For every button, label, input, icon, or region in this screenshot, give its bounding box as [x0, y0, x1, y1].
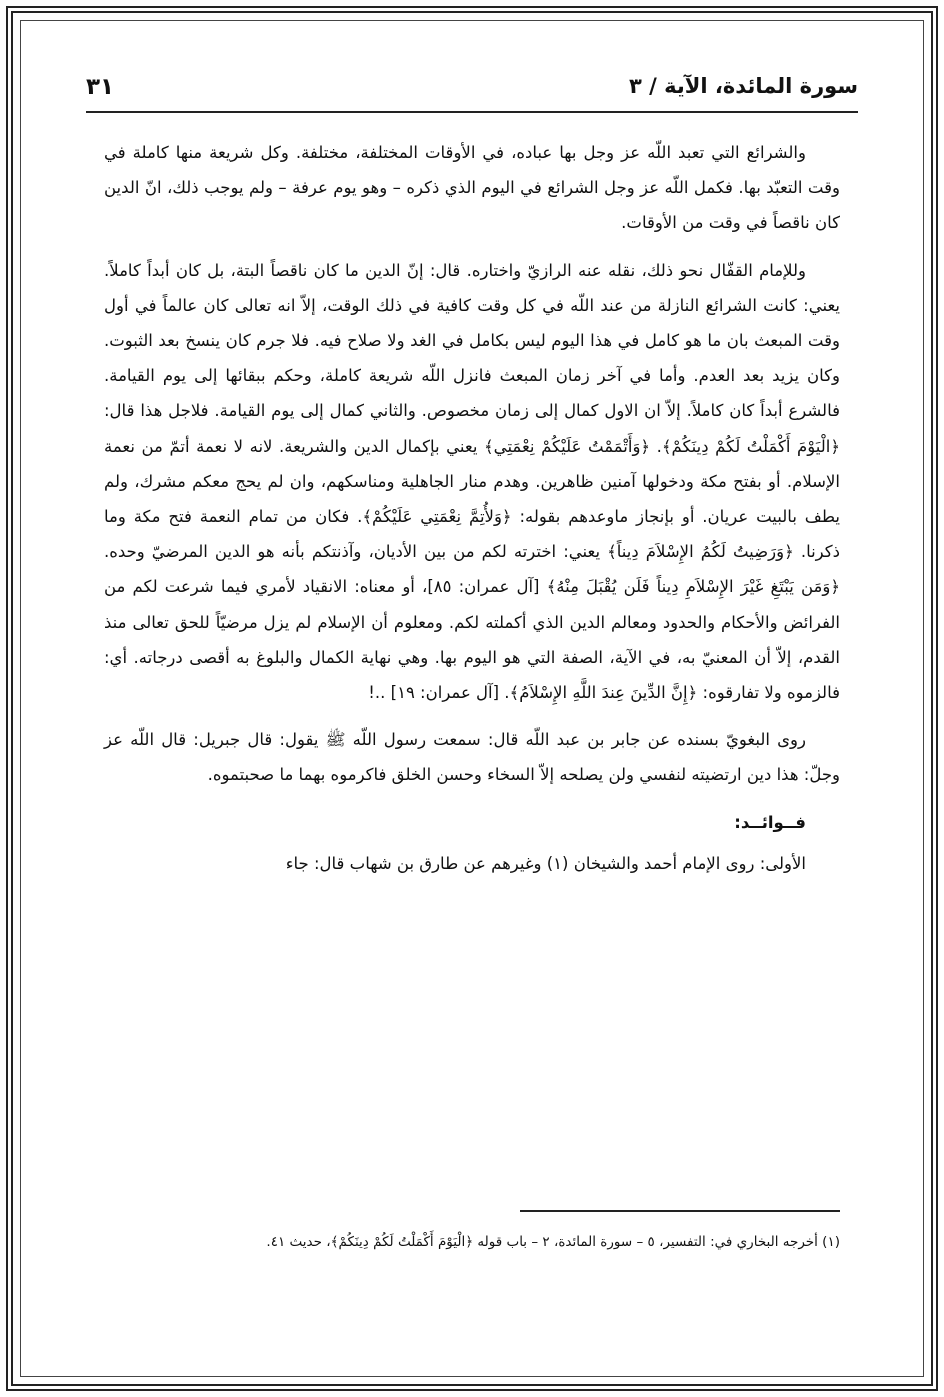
running-title: سورة المائدة، الآية / ٣: [629, 74, 858, 98]
footnote-divider: [520, 1210, 840, 1212]
page-number: ٣١: [86, 74, 115, 100]
main-text: [104, 135, 840, 893]
footnote: (١) أخرجه البخاري في: التفسير، ٥ – سورة المائدة، ٢ – باب قوله ﴿الْيَوْمَ أَكْمَلْتُ لَكُمْ دِينَكُمْ﴾، حديث ٤١.: [266, 1234, 840, 1250]
page-header: [86, 70, 858, 110]
paragraph-4: الأولى: روى الإمام أحمد والشيخان (١) وغيرهم عن طارق بن شهاب قال: جاء: [285, 853, 806, 873]
paragraph-3: روى البغويّ بسنده عن جابر بن عبد اللّه قال: سمعت رسول اللّه ﷺ يقول: قال جبريل: قال اللّه عز وجلّ: هذا دين ارتضيته لنفسي ولن يصلحه إلاّ السخاء وحسن الخلق فاكرموه بهما ما صحبتموه.: [104, 730, 840, 785]
header-divider: [86, 111, 858, 113]
paragraph-1: والشرائع التي تعبد اللّه عز وجل بها عباده، في الأوقات المختلفة، مختلفة. وكل شريعة منها كاملة في وقت التعبّد بها. فكمل اللّه عز وجل الشرائع في اليوم الذي ذكره – وهو يوم عرفة – ولم يوجب ذلك، انّ الدين كان ناقصاً في وقت من الأوقات.: [104, 143, 840, 233]
paragraph-2: وللإمام القفّال نحو ذلك، نقله عنه الرازيّ واختاره. قال: إنّ الدين ما كان ناقصاً البتة، بل كان أبداً كاملاً. يعني: كانت الشرائع النازلة من عند اللّه في كل وقت كافية في ذلك الوقت، إلاّ انه تعالى كان عالماً في أول وقت المبعث بان ما هو كامل في هذا اليوم ليس بكامل في الغد ولا صلاح فيه. فلا جرم كان ينسخ بعد الثبوت. وكان يزيد بعد العدم. وأما في آخر زمان المبعث فانزل اللّه شريعة كاملة، وحكم ببقائها إلى يوم القيامة. فالشرع أبداً كان كاملاً. إلاّ ان الاول كمال إلى زمان مخصوص. والثاني كمال إلى يوم القيامة. فلاجل هذا قال: ﴿الْيَوْمَ أَكْمَلْتُ لَكُمْ دِينَكُمْ﴾. ﴿وَأَتْمَمْتُ عَلَيْكُمْ نِعْمَتِي﴾ يعني بإكمال الدين والشريعة. لانه لا نعمة أتمّ من نعمة الإسلام. أو بفتح مكة ودخولها آمنين ظاهرين. وهدم منار الجاهلية ومناسكهم، وان لم يحج معكم مشرك، ولم يطف بالبيت عريان. أو بإنجاز ماوعدهم بقوله: ﴿وَلأُتِمَّ نِعْمَتِي عَلَيْكُمْ﴾. فكان من تمام النعمة فتح مكة وما ذكرنا. ﴿وَرَضِيتُ لَكُمُ الإِسْلاَمَ دِيناً﴾ يعني: اخترته لكم من بين الأديان، وآذنتكم بأنه هو الدين المرضيّ وحده. ﴿وَمَن يَبْتَغِ غَيْرَ الإِسْلاَمِ دِيناً فَلَن يُقْبَلَ مِنْهُ﴾ [آل عمران: ٨٥]، أو معناه: الانقياد لأمري فيما شرعت لكم من الفرائض والأحكام والحدود ومعالم الدين الذي أكملته لكم. ومعلوم أن الإسلام لم يزل مرضيّاً للحق تعالى منذ القدم، إلاّ أن المعنيّ به، في الآية، الصفة التي هو اليوم بها. وهي نهاية الكمال والبلوغ به أقصى درجاته. أي: فالزموه ولا تفارقوه: ﴿إِنَّ الدِّينَ عِندَ اللَّهِ الإِسْلاَمُ﴾. [آل عمران: ١٩] ..!: [104, 260, 841, 703]
section-heading: فــوائــد:: [734, 812, 806, 832]
